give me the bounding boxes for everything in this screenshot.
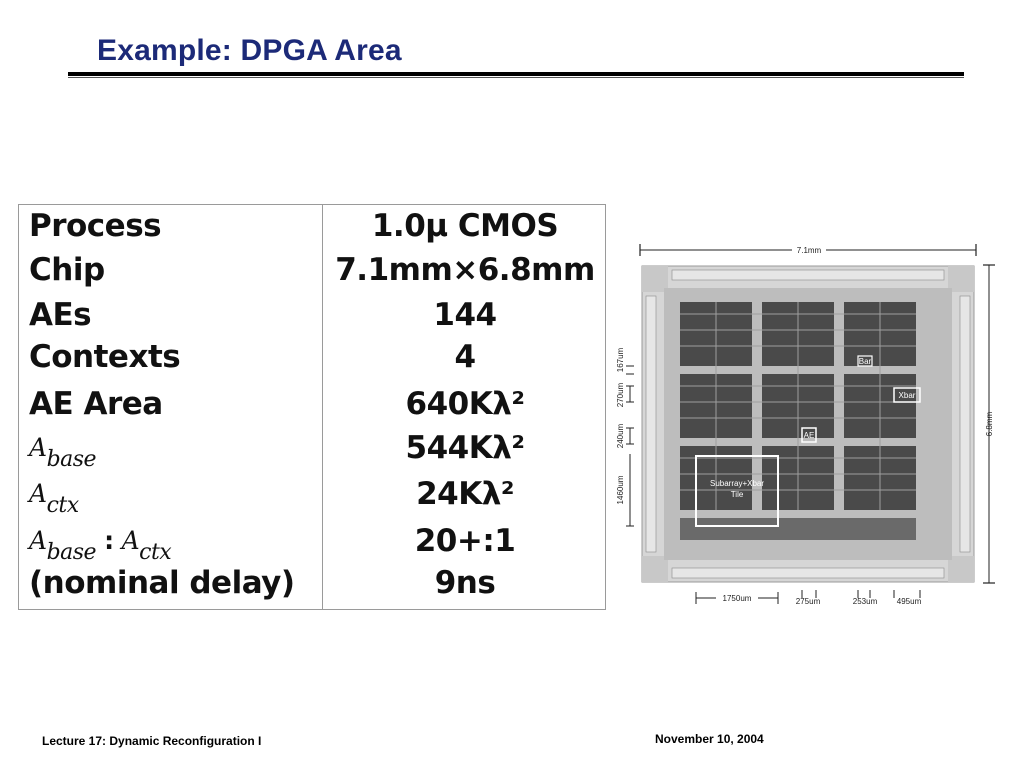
table-row: [19, 518, 605, 564]
math-sub-ctx: ctx: [46, 493, 79, 518]
bottom-dim-label-4: 495um: [896, 597, 922, 606]
bottom-dim-label-1: 1750um: [722, 594, 752, 603]
title-underline-thin: [68, 77, 964, 78]
math-a: A: [29, 526, 47, 555]
left-dim-marks: [626, 366, 634, 526]
row-label-nominal-delay: (nominal delay): [29, 565, 295, 601]
title-underline: [68, 72, 964, 76]
row-label-chip: Chip: [29, 252, 105, 288]
height-dimension-label: 6.8mm: [985, 411, 994, 437]
xbar-label: Xbar: [898, 391, 916, 400]
math-a: A: [29, 479, 47, 508]
width-dimension-label: 7.1mm: [796, 246, 822, 255]
left-dim-label-4: 1460um: [616, 475, 625, 505]
row-value-ratio: 20+:1: [414, 523, 516, 559]
left-dim-label-3: 240um: [616, 423, 625, 449]
math-sub-base: base: [46, 447, 97, 472]
row-value-contexts: 4: [454, 339, 476, 375]
row-label-contexts: Contexts: [29, 339, 181, 375]
bottom-dim-label-2: 275um: [795, 597, 821, 606]
table-row: [19, 334, 605, 380]
spec-table: [18, 204, 606, 610]
left-dim-label-2: 270um: [616, 382, 625, 408]
small-box-label: Bar: [858, 357, 872, 366]
row-label-aes: AEs: [29, 297, 92, 333]
row-value-a-base: 544Kλ²: [405, 430, 525, 466]
row-label-ae-area: AE Area: [29, 386, 163, 422]
row-value-nominal-delay: 9ns: [434, 565, 496, 601]
table-row: [19, 425, 605, 471]
die-photo-svg: [612, 238, 1012, 610]
math-sub-ctx: ctx: [139, 540, 172, 565]
table-row: [19, 560, 605, 606]
die-photo-figure: [612, 238, 1012, 610]
slide-title: Example: DPGA Area: [97, 34, 402, 67]
footer-date: November 10, 2004: [655, 732, 764, 746]
bottom-dim-label-3: 253um: [852, 597, 878, 606]
footer-lecture-title: Lecture 17: Dynamic Reconfiguration I: [42, 734, 262, 748]
row-value-ae-area: 640Kλ²: [405, 386, 525, 422]
table-row: [19, 471, 605, 517]
math-a: A: [29, 433, 47, 462]
row-value-process: 1.0μ CMOS: [371, 208, 559, 244]
math-colon: :: [104, 526, 114, 555]
left-dim-label-1: 167um: [616, 347, 625, 373]
tile-label-line2: Tile: [730, 490, 744, 499]
math-a: A: [121, 526, 140, 555]
row-value-chip: 7.1mm×6.8mm: [335, 252, 595, 288]
row-label-a-base: [29, 425, 96, 471]
row-value-aes: 144: [433, 297, 497, 333]
row-label-process: Process: [29, 208, 162, 244]
table-row: [19, 381, 605, 427]
ae-label: AE: [803, 431, 815, 440]
row-label-ratio: [29, 518, 171, 564]
table-row: [19, 247, 605, 293]
table-row: [19, 292, 605, 338]
tile-label-line1: Subarray+Xbar: [709, 479, 765, 488]
row-value-a-ctx: 24Kλ²: [416, 476, 514, 512]
math-sub-base: base: [46, 540, 97, 565]
table-row: [19, 203, 605, 249]
row-label-a-ctx: [29, 471, 79, 517]
